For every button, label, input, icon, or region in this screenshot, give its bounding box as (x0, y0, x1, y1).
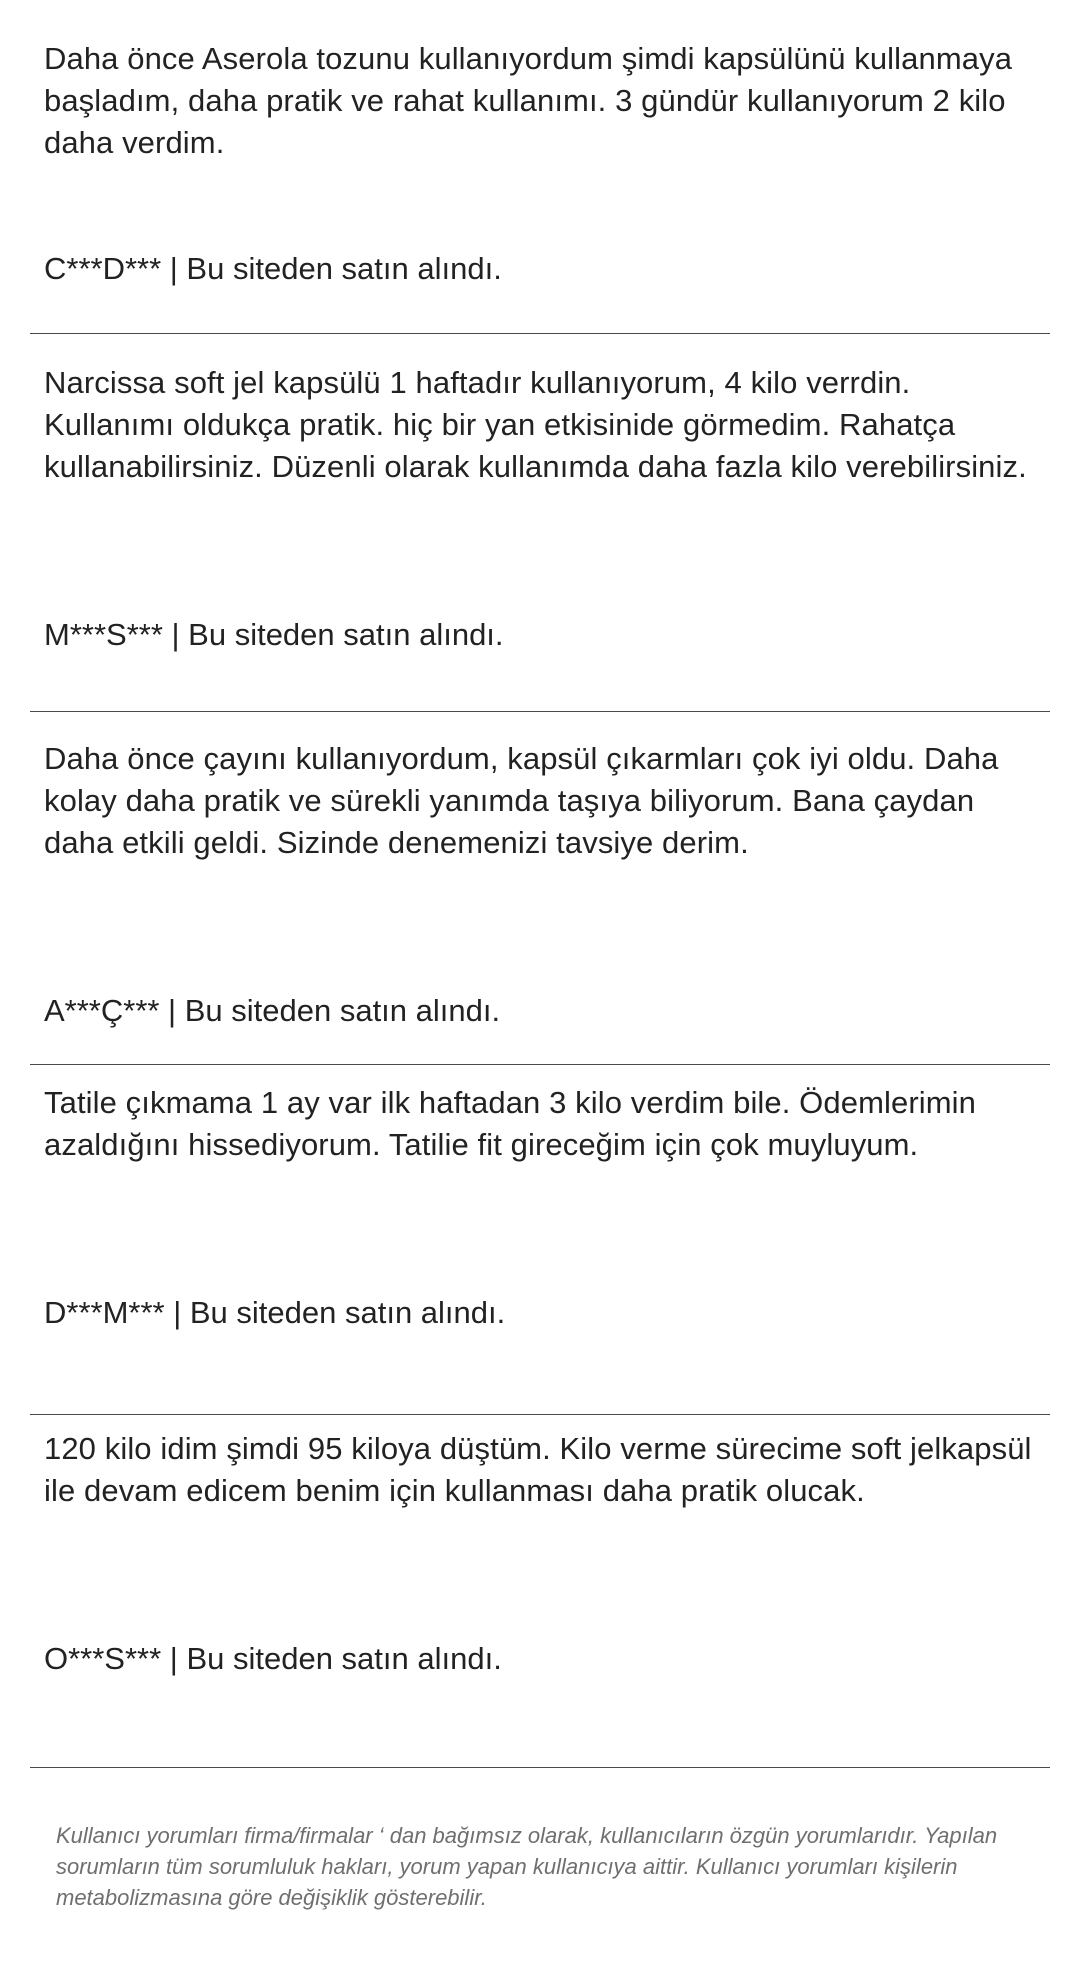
disclaimer-text: Kullanıcı yorumları firma/firmalar ‘ dan bağımsız olarak, kullanıcıların özgün yorumlarıdır. Yapılan sorumların tüm sorumluluk hakları, yorum yapan kullanıcıya aittir. Kullanıcı yorumları kişilerin metabolizmasına göre değişiklik gösterebilir. (56, 1823, 998, 1910)
review-divider (30, 711, 1050, 712)
review-text: Daha önce Aserola tozunu kullanıyordum şimdi kapsülünü kullanmaya başladım, daha pratik ve rahat kullanımı. 3 gündür kullanıyorum 2 kilo daha verdim. (44, 41, 1013, 160)
review-text: 120 kilo idim şimdi 95 kiloya düştüm. Kilo verme sürecime soft jelkapsül ile devam edicem benim için kullanması daha pratik olucak. (44, 1431, 1032, 1508)
review-author: C***D*** | Bu siteden satın alındı. (44, 251, 502, 286)
review-divider (30, 1767, 1050, 1768)
review-author: A***Ç*** | Bu siteden satın alındı. (44, 993, 501, 1028)
review-text: Narcissa soft jel kapsülü 1 haftadır kullanıyorum, 4 kilo verrdin. Kullanımı oldukça pratik. hiç bir yan etkisinide görmedim. Rahatça kullanabilirsiniz. Düzenli olarak kullanımda daha fazla kilo verebilirsiniz. (44, 365, 1027, 484)
review-text: Daha önce çayını kullanıyordum, kapsül çıkarmları çok iyi oldu. Daha kolay daha pratik ve sürekli yanımda taşıya biliyorum. Bana çaydan daha etkili geldi. Sizinde denemenizi tavsiye derim. (44, 741, 999, 860)
review-divider (30, 1064, 1050, 1065)
review-text: Tatile çıkmama 1 ay var ilk haftadan 3 kilo verdim bile. Ödemlerimin azaldığını hissediyorum. Tatilie fit gireceğim için çok muyluyum. (44, 1085, 976, 1162)
review-author: D***M*** | Bu siteden satın alındı. (44, 1295, 506, 1330)
review-item (44, 1428, 1044, 1688)
review-item (44, 362, 1044, 662)
review-author: M***S*** | Bu siteden satın alındı. (44, 617, 504, 652)
review-item (44, 738, 1044, 1038)
review-divider (30, 1414, 1050, 1415)
review-item (44, 38, 1044, 298)
review-author: O***S*** | Bu siteden satın alındı. (44, 1641, 502, 1676)
review-item (44, 1082, 1044, 1342)
review-divider (30, 333, 1050, 334)
